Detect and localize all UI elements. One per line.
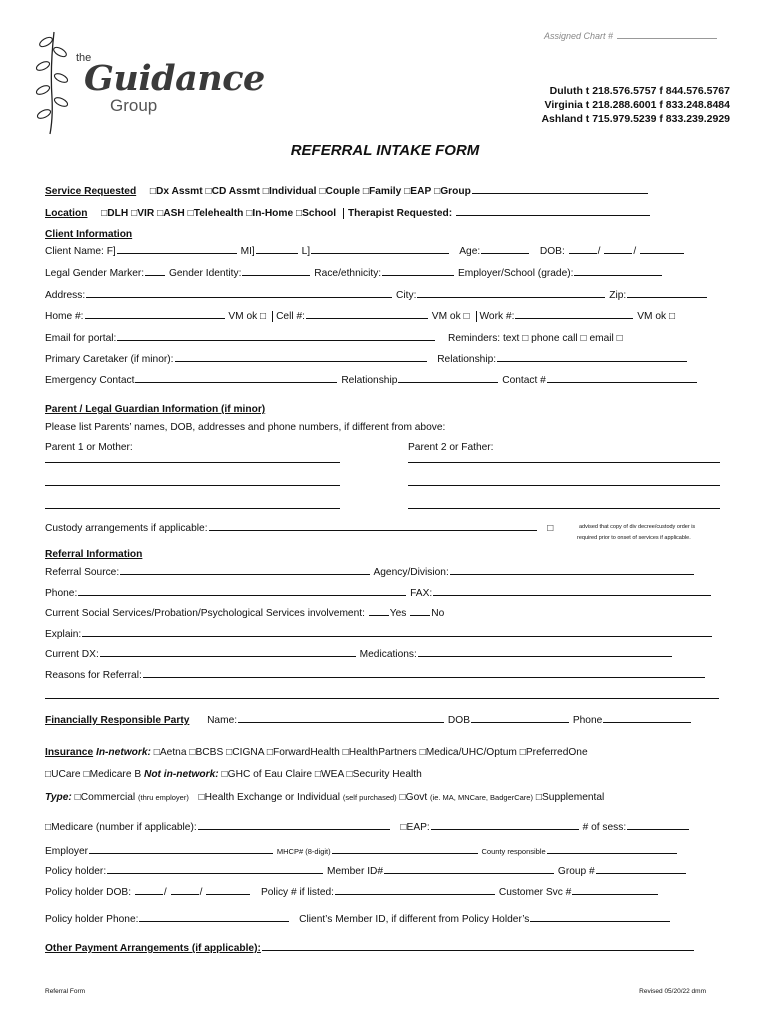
- financial-dob-field[interactable]: [471, 713, 569, 723]
- current-dx-field[interactable]: [100, 647, 356, 657]
- ins-ghc-eau-claire-checkbox[interactable]: □GHC of Eau Claire: [221, 769, 313, 780]
- involvement-yes-field[interactable]: [369, 606, 389, 616]
- duluth-phones: Duluth t 218.576.5757 f 844.576.5767: [549, 85, 730, 97]
- divider: [476, 311, 477, 322]
- race-field[interactable]: [382, 266, 454, 276]
- client-last-name-field[interactable]: [311, 244, 449, 254]
- county-responsible-label: County responsible: [481, 847, 546, 856]
- group-num-label: Group #: [557, 866, 595, 877]
- referral-fax-label: FAX:: [410, 588, 433, 599]
- emergency-contact-row: [45, 373, 698, 387]
- caretaker-label: Primary Caretaker (if minor):: [45, 354, 174, 365]
- ins-forwardhealth-checkbox[interactable]: □ForwardHealth: [266, 747, 340, 758]
- home-vm-ok-checkbox[interactable]: VM ok □: [228, 311, 267, 322]
- ins-medica-checkbox[interactable]: □Medica/UHC/Optum: [419, 747, 517, 758]
- therapist-requested-label: Therapist Requested:: [347, 208, 453, 219]
- sessions-label: # of sess:: [582, 822, 627, 833]
- financial-phone-field[interactable]: [603, 713, 691, 723]
- mhcp-field[interactable]: [332, 844, 478, 854]
- client-first-name-label: Client Name: F]: [45, 246, 116, 257]
- parent2-line-1[interactable]: [408, 462, 720, 463]
- service-cd-assmt-checkbox[interactable]: □CD Assmt: [205, 186, 260, 197]
- client-dob-month-field[interactable]: [569, 244, 597, 254]
- emergency-contact-label: Emergency Contact: [45, 375, 135, 386]
- custody-row: [45, 521, 553, 535]
- referral-info-heading: Referral Information: [45, 549, 143, 560]
- other-payment-label: Other Payment Arrangements (if applicable):: [45, 943, 261, 954]
- reasons-row: [45, 668, 706, 682]
- address-field[interactable]: [86, 288, 392, 298]
- emergency-relationship-field[interactable]: [398, 373, 498, 383]
- reasons-field-line-2[interactable]: [45, 698, 719, 699]
- email-field[interactable]: [117, 331, 435, 341]
- ins-healthpartners-checkbox[interactable]: □HealthPartners: [342, 747, 417, 758]
- work-phone-field[interactable]: [515, 309, 633, 319]
- type-govt-note: (ie. MA, MNCare, BadgerCare): [430, 793, 533, 802]
- insurance-row-2: [45, 769, 422, 781]
- customer-svc-label: Customer Svc #: [498, 887, 572, 898]
- caretaker-relationship-label: Relationship:: [437, 354, 497, 365]
- parent2-line-2[interactable]: [408, 485, 720, 486]
- form-title: REFERRAL INTAKE FORM: [290, 142, 480, 159]
- ins-employer-label: Employer: [45, 846, 89, 857]
- insurance-in-network-row: [45, 747, 588, 759]
- client-gender-row: [45, 266, 663, 280]
- caretaker-relationship-field[interactable]: [497, 352, 687, 362]
- in-network-label: In-network:: [95, 747, 151, 758]
- ins-aetna-checkbox[interactable]: □Aetna: [153, 747, 187, 758]
- cell-vm-ok-checkbox[interactable]: VM ok □: [431, 311, 470, 322]
- type-supplemental-checkbox[interactable]: □Supplemental: [535, 792, 605, 803]
- assigned-chart-text: Assigned Chart #: [544, 31, 614, 41]
- ins-security-health-checkbox[interactable]: □Security Health: [346, 769, 422, 780]
- ins-bcbs-checkbox[interactable]: □BCBS: [189, 747, 224, 758]
- location-ash-checkbox[interactable]: □ASH: [157, 208, 185, 219]
- client-address-row: [45, 288, 708, 302]
- gender-marker-field[interactable]: [145, 266, 165, 276]
- involvement-row: [45, 606, 444, 620]
- custody-field[interactable]: [209, 521, 537, 531]
- reasons-label: Reasons for Referral:: [45, 670, 142, 681]
- location-telehealth-checkbox[interactable]: □Telehealth: [187, 208, 244, 219]
- location-in-home-checkbox[interactable]: □In-Home: [246, 208, 294, 219]
- cell-phone-label: Cell #:: [276, 311, 305, 322]
- employer-school-label: Employer/School (grade):: [457, 268, 574, 279]
- race-label: Race/ethnicity:: [314, 268, 382, 279]
- mhcp-label: MHCP# (8-digit): [276, 847, 331, 856]
- employer-row: [45, 844, 678, 858]
- service-group-field[interactable]: [472, 184, 648, 194]
- eap-checkbox[interactable]: □EAP:: [400, 822, 430, 833]
- medicare-number-field[interactable]: [198, 820, 390, 830]
- explain-label: Explain:: [45, 629, 82, 640]
- agency-label: Agency/Division:: [373, 567, 449, 578]
- type-exchange-note: (self purchased): [342, 793, 397, 802]
- policy-holder-phone-field[interactable]: [139, 912, 289, 922]
- type-exchange-checkbox[interactable]: □Health Exchange or Individual: [198, 792, 341, 803]
- service-individual-checkbox[interactable]: □Individual: [262, 186, 317, 197]
- involvement-no-field[interactable]: [410, 606, 430, 616]
- parent1-line-3[interactable]: [45, 508, 340, 509]
- emergency-contact-field[interactable]: [135, 373, 337, 383]
- insurance-type-label: Type:: [45, 792, 72, 803]
- email-label: Email for portal:: [45, 333, 117, 344]
- parent2-label: Parent 2 or Father:: [408, 442, 494, 453]
- leaf-branch-icon: [30, 28, 78, 136]
- not-in-network-label: Not in-network:: [143, 769, 219, 780]
- service-requested-row: [45, 184, 649, 198]
- client-phones-row: [45, 309, 675, 323]
- ashland-phones: Ashland t 715.979.5239 f 833.239.2929: [541, 113, 730, 125]
- reasons-field[interactable]: [143, 668, 705, 678]
- cell-phone-field[interactable]: [306, 309, 428, 319]
- group-num-field[interactable]: [596, 864, 686, 874]
- service-dx-assmt-checkbox[interactable]: □Dx Assmt: [149, 186, 203, 197]
- emergency-contact-num-field[interactable]: [547, 373, 697, 383]
- referral-source-label: Referral Source:: [45, 567, 120, 578]
- custody-label: Custody arrangements if applicable:: [45, 523, 208, 534]
- gender-marker-label: Legal Gender Marker:: [45, 268, 145, 279]
- location-school-checkbox[interactable]: □School: [295, 208, 337, 219]
- agency-field[interactable]: [450, 565, 694, 575]
- financial-dob-label: DOB: [447, 715, 470, 726]
- member-id-label: Member ID#: [327, 866, 384, 877]
- custody-advised-note-1: advised that copy of div decree/custody order is: [579, 524, 696, 530]
- medications-label: Medications:: [359, 649, 417, 660]
- service-label: Service Requested: [45, 186, 137, 197]
- explain-field[interactable]: [82, 627, 712, 637]
- financial-phone-label: Phone: [572, 715, 603, 726]
- virginia-phones: Virginia t 218.288.6001 f 833.248.8484: [544, 99, 730, 111]
- parent-instructions: Please list Parents’ names, DOB, addresses and phone numbers, if different from above:: [45, 422, 446, 433]
- ins-employer-field[interactable]: [89, 844, 273, 854]
- slash: /: [597, 246, 601, 257]
- insurance-heading: Insurance: [45, 747, 94, 758]
- gender-identity-field[interactable]: [242, 266, 310, 276]
- emergency-relationship-label: Relationship: [341, 375, 398, 386]
- involvement-label: Current Social Services/Probation/Psychological Services involvement:: [45, 608, 365, 619]
- client-email-row: [45, 331, 623, 345]
- medicare-eap-row: [45, 820, 690, 834]
- type-commercial-checkbox[interactable]: □Commercial: [74, 792, 136, 803]
- ins-wea-checkbox[interactable]: □WEA: [314, 769, 344, 780]
- parent2-line-3[interactable]: [408, 508, 720, 509]
- financial-row: [45, 713, 692, 727]
- client-member-id-label: Client’s Member ID, if different from Policy Holder’s: [299, 914, 530, 925]
- referral-fax-field[interactable]: [433, 586, 711, 596]
- referral-source-row: [45, 565, 695, 579]
- policy-holder-dob-row: [45, 885, 659, 899]
- policy-holder-phone-row: [45, 912, 671, 926]
- ins-cigna-checkbox[interactable]: □CIGNA: [226, 747, 264, 758]
- referral-phone-row: [45, 586, 712, 600]
- parent1-line-1[interactable]: [45, 462, 340, 463]
- holder-dob-month-field[interactable]: [135, 885, 163, 895]
- location-label: Location: [45, 208, 88, 219]
- therapist-requested-field[interactable]: [456, 206, 650, 216]
- client-dob-day-field[interactable]: [604, 244, 632, 254]
- financial-name-field[interactable]: [238, 713, 444, 723]
- client-last-name-label: L]: [301, 246, 311, 257]
- eap-field[interactable]: [431, 820, 579, 830]
- involvement-no-label: No: [431, 608, 445, 619]
- referral-source-field[interactable]: [120, 565, 370, 575]
- emergency-contact-num-label: Contact #: [502, 375, 546, 386]
- service-couple-checkbox[interactable]: □Couple: [319, 186, 361, 197]
- insurance-type-row: [45, 792, 604, 804]
- client-mi-label: MI]: [240, 246, 255, 257]
- client-age-label: Age:: [459, 246, 481, 257]
- dx-meds-row: [45, 647, 673, 661]
- gender-identity-label: Gender Identity:: [168, 268, 242, 279]
- logo-guidance: Guidance: [84, 58, 265, 99]
- client-dob-year-field[interactable]: [640, 244, 684, 254]
- current-dx-label: Current DX:: [45, 649, 99, 660]
- ins-ucare-checkbox[interactable]: □UCare: [45, 769, 81, 780]
- home-phone-field[interactable]: [85, 309, 225, 319]
- caretaker-field[interactable]: [175, 352, 427, 362]
- caretaker-row: [45, 352, 688, 366]
- slash: /: [633, 246, 637, 257]
- location-dlh-checkbox[interactable]: □DLH: [101, 208, 129, 219]
- slash: /: [199, 887, 203, 898]
- member-id-field[interactable]: [384, 864, 554, 874]
- city-label: City:: [396, 290, 417, 301]
- custody-advised-note-2: required prior to onset of services if applicable.: [577, 535, 691, 541]
- zip-field[interactable]: [627, 288, 707, 298]
- holder-dob-year-field[interactable]: [206, 885, 250, 895]
- office-phone-list: [541, 84, 730, 126]
- policy-holder-field[interactable]: [107, 864, 323, 874]
- location-vir-checkbox[interactable]: □VIR: [131, 208, 155, 219]
- zip-label: Zip:: [609, 290, 627, 301]
- client-name-row: [45, 244, 685, 258]
- county-responsible-field[interactable]: [547, 844, 677, 854]
- sessions-field[interactable]: [627, 820, 689, 830]
- ins-medicare-b-checkbox[interactable]: □Medicare B: [83, 769, 142, 780]
- parent-guardian-heading: Parent / Legal Guardian Information (if minor): [45, 404, 266, 415]
- holder-dob-day-field[interactable]: [171, 885, 199, 895]
- city-field[interactable]: [417, 288, 605, 298]
- footer-form-name: Referral Form: [45, 988, 86, 995]
- client-first-name-field[interactable]: [117, 244, 237, 254]
- type-govt-checkbox[interactable]: □Govt: [399, 792, 428, 803]
- referral-phone-label: Phone:: [45, 588, 78, 599]
- policy-holder-row: [45, 864, 687, 878]
- home-phone-label: Home #:: [45, 311, 84, 322]
- customer-svc-field[interactable]: [572, 885, 658, 895]
- medications-field[interactable]: [418, 647, 672, 657]
- logo-group: Group: [110, 96, 158, 115]
- policy-holder-label: Policy holder:: [45, 866, 107, 877]
- assigned-chart-field[interactable]: [617, 29, 717, 39]
- service-eap-checkbox[interactable]: □EAP: [404, 186, 432, 197]
- assigned-chart-label: [544, 29, 718, 41]
- work-phone-label: Work #:: [479, 311, 515, 322]
- work-vm-ok-checkbox[interactable]: VM ok □: [637, 311, 676, 322]
- employer-school-field[interactable]: [574, 266, 662, 276]
- divider: [272, 311, 273, 322]
- reminders-options[interactable]: Reminders: text □ phone call □ email □: [448, 333, 623, 344]
- other-payment-field[interactable]: [262, 941, 694, 951]
- policy-holder-phone-label: Policy holder Phone:: [45, 914, 139, 925]
- policy-num-field[interactable]: [335, 885, 495, 895]
- financial-heading: Financially Responsible Party: [45, 715, 190, 726]
- client-mi-field[interactable]: [256, 244, 298, 254]
- client-member-id-field[interactable]: [530, 912, 670, 922]
- client-dob-label: DOB:: [539, 246, 565, 257]
- divider: [343, 208, 344, 219]
- logo-the: the: [76, 52, 92, 64]
- service-group-checkbox[interactable]: □Group: [434, 186, 471, 197]
- client-age-field[interactable]: [481, 244, 529, 254]
- ins-preferredone-checkbox[interactable]: □PreferredOne: [519, 747, 588, 758]
- policy-num-label: Policy # if listed:: [260, 887, 335, 898]
- service-family-checkbox[interactable]: □Family: [362, 186, 402, 197]
- policy-holder-dob-label: Policy holder DOB:: [45, 887, 132, 898]
- location-row: [45, 206, 651, 220]
- parent1-label: Parent 1 or Mother:: [45, 442, 133, 453]
- parent1-line-2[interactable]: [45, 485, 340, 486]
- referral-phone-field[interactable]: [78, 586, 406, 596]
- other-payment-row: [45, 941, 695, 955]
- explain-row: [45, 627, 713, 641]
- client-info-heading: Client Information: [45, 229, 133, 240]
- involvement-yes-label: Yes: [389, 608, 407, 619]
- custody-advised-checkbox[interactable]: □: [547, 523, 554, 534]
- medicare-number-checkbox[interactable]: □Medicare (number if applicable):: [45, 822, 197, 833]
- type-commercial-note: (thru employer): [137, 793, 189, 802]
- slash: /: [163, 887, 167, 898]
- footer-revised: Revised 05/20/22 dmm: [639, 988, 706, 995]
- financial-name-label: Name:: [207, 715, 238, 726]
- address-label: Address:: [45, 290, 86, 301]
